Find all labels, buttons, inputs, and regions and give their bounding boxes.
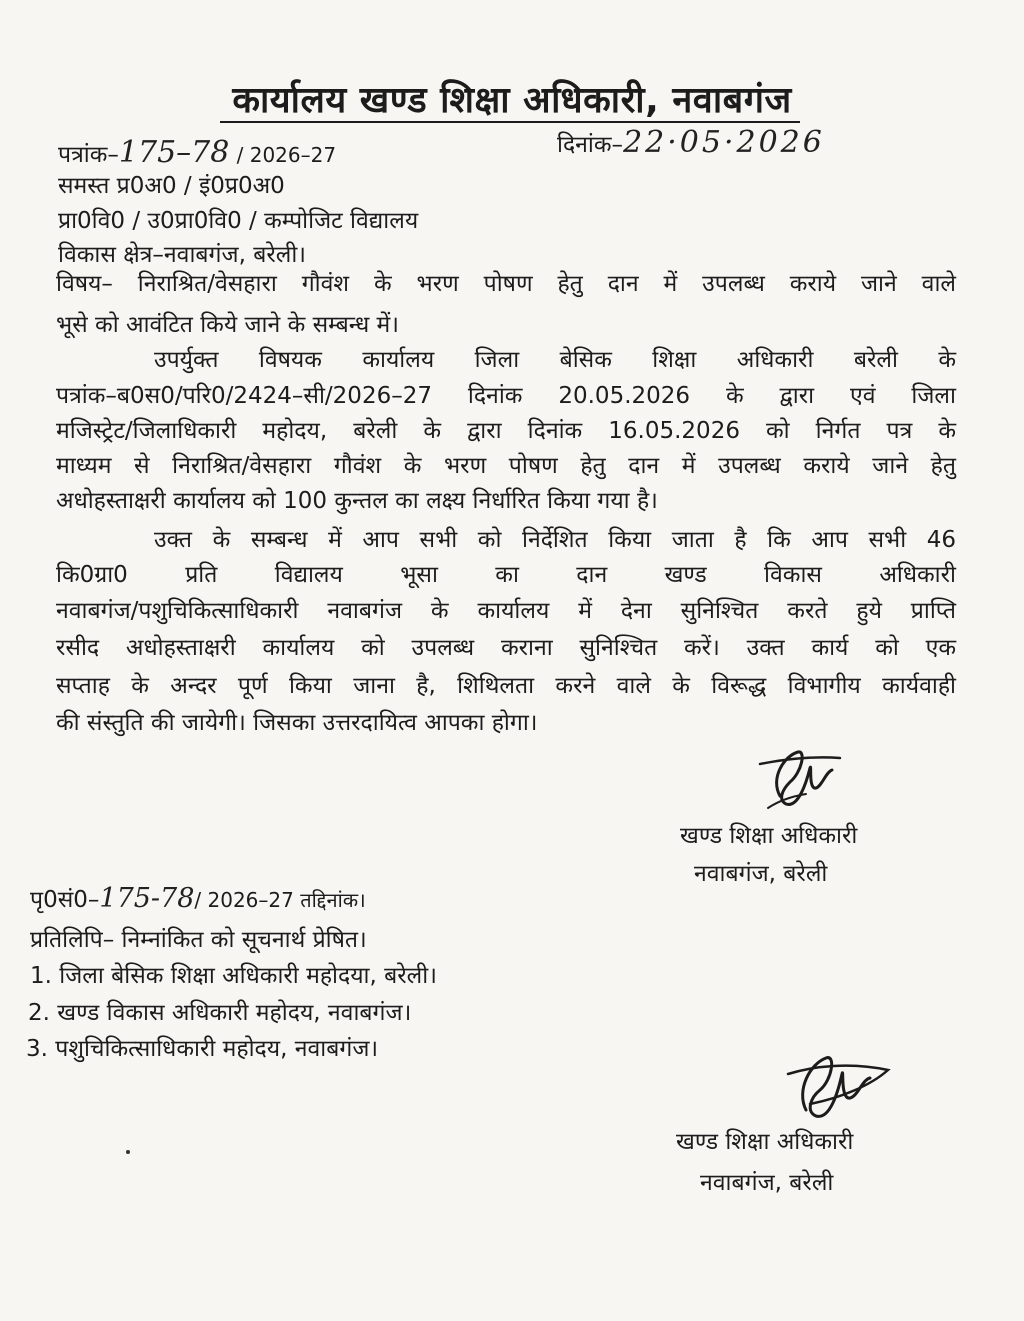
para1-line: उपर्युक्त विषयक कार्यालय जिला बेसिक शिक्षा अधिकारी बरेली के xyxy=(154,347,956,373)
office-heading: कार्यालय खण्ड शिक्षा अधिकारी, नवाबगंज xyxy=(232,80,792,121)
para2-line: सप्ताह के अन्दर पूर्ण किया जाना है, शिथिलता करने वाले के विरूद्ध विभागीय कार्यवाही xyxy=(56,673,956,699)
signatory-place: नवाबगंज, बरेली xyxy=(694,861,828,887)
copy-ref-label: पृ0सं0– xyxy=(30,887,100,913)
ref-number: 175–78 xyxy=(118,135,230,170)
copy-ref-suffix: / 2026–27 तद्दिनांक। xyxy=(194,888,366,912)
signatory-designation: खण्ड शिक्षा अधिकारी xyxy=(680,823,858,849)
subject-line: विषय– निराश्रित/वेसहारा गौवंश के भरण पोषण हेतु दान में उपलब्ध कराये जाने वाले xyxy=(56,271,956,297)
signature-mark xyxy=(770,1040,900,1130)
addressee-line: समस्त प्र0अ0 / इं0प्र0अ0 xyxy=(58,173,285,199)
para2-line: की संस्तुति की जायेगी। जिसका उत्तरदायित्व आपका होगा। xyxy=(56,710,538,736)
heading-underline xyxy=(220,121,800,123)
signatory-designation: खण्ड शिक्षा अधिकारी xyxy=(676,1129,854,1155)
para2-line: उक्त के सम्बन्ध में आप सभी को निर्देशित किया जाता है कि आप सभी 46 xyxy=(154,527,956,553)
copy-ref-line xyxy=(30,882,366,914)
copy-item: 2. खण्ड विकास अधिकारी महोदय, नवाबगंज। xyxy=(28,1000,412,1026)
copy-item: 1. जिला बेसिक शिक्षा अधिकारी महोदया, बरेली। xyxy=(30,963,437,989)
ref-label: पत्रांक– xyxy=(58,142,119,168)
para1-line: पत्रांक–ब0स0/परि0/2424–सी/2026–27 दिनांक 20.05.2026 के द्वारा एवं जिला xyxy=(56,383,956,409)
date-label: दिनांक– xyxy=(557,132,624,158)
subject-line: भूसे को आवंटित किये जाने के सम्बन्ध में। xyxy=(56,312,400,338)
para1-line: माध्यम से निराश्रित/वेसहारा गौवंश के भरण पोषण हेतु दान में उपलब्ध कराये जाने हेतु xyxy=(56,453,956,479)
para1-line: अधोहस्ताक्षरी कार्यालय को 100 कुन्तल का लक्ष्य निर्धारित किया गया है। xyxy=(56,488,658,514)
addressee-line: प्रा0वि0 / उ0प्रा0वि0 / कम्पोजिट विद्यालय xyxy=(58,208,419,234)
para2-line: नवाबगंज/पशुचिकित्साधिकारी नवाबगंज के कार्यालय में देना सुनिश्चित करते हुये प्राप्ति xyxy=(56,598,956,624)
ink-dot xyxy=(126,1150,130,1154)
date-line xyxy=(557,125,825,160)
signatory-place: नवाबगंज, बरेली xyxy=(700,1170,834,1196)
copy-ref-number: 175-78 xyxy=(99,883,195,914)
ref-line xyxy=(58,135,336,170)
para1-line: मजिस्ट्रेट/जिलाधिकारी महोदय, बरेली के द्वारा दिनांक 16.05.2026 को निर्गत पत्र के xyxy=(56,418,956,444)
copy-intro: प्रतिलिपि– निम्नांकित को सूचनार्थ प्रेषित। xyxy=(30,927,367,953)
ref-suffix: / 2026–27 xyxy=(236,143,337,167)
letter-date: 22·05·2026 xyxy=(623,125,825,160)
copy-item: 3. पशुचिकित्साधिकारी महोदय, नवाबगंज। xyxy=(26,1036,379,1062)
addressee-line: विकास क्षेत्र–नवाबगंज, बरेली। xyxy=(58,242,307,268)
signature-mark xyxy=(740,738,860,818)
para2-line: कि0ग्रा0 प्रति विद्यालय भूसा का दान खण्ड विकास अधिकारी xyxy=(56,562,956,588)
para2-line: रसीद अधोहस्ताक्षरी कार्यालय को उपलब्ध कराना सुनिश्चित करें। उक्त कार्य को एक xyxy=(56,635,956,661)
